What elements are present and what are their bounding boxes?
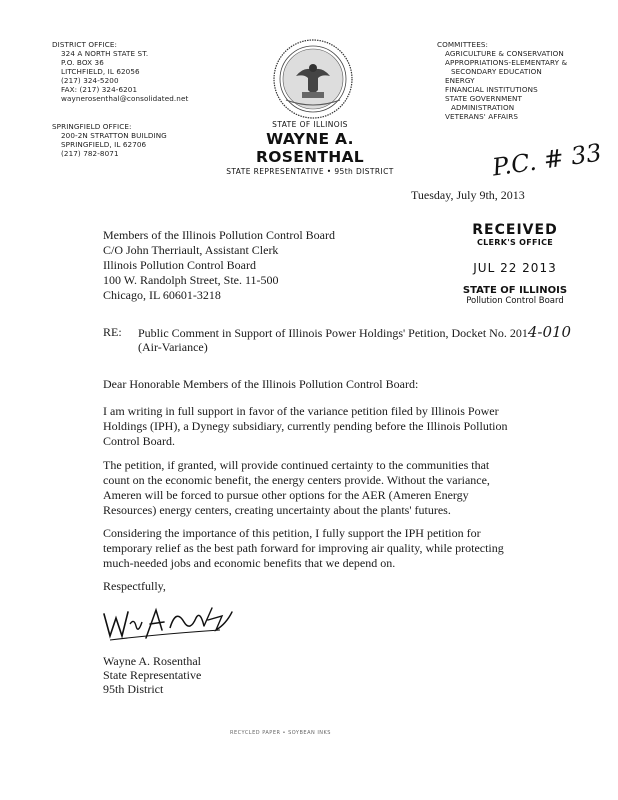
recipient-line: C/O John Therriault, Assistant Clerk <box>103 243 279 257</box>
state-seal-icon <box>272 38 354 120</box>
paragraph-line: The petition, if granted, will provide continued certainty to the communities that <box>103 458 490 472</box>
committee-item: AGRICULTURE & CONSERVATION <box>445 49 564 58</box>
signature-block <box>103 654 201 696</box>
paragraph-line: Holdings (IPH), a Dynegy subsidiary, currently pending before the Illinois Pollution <box>103 419 508 433</box>
committee-item: FINANCIAL INSTITUTIONS <box>445 85 538 94</box>
re-subject-text: Public Comment in Support of Illinois Power Holdings' Petition, Docket No. 201 <box>138 326 528 340</box>
committee-item: ADMINISTRATION <box>451 103 515 112</box>
signer-title: State Representative <box>103 668 202 682</box>
springfield-office-line: (217) 782-8071 <box>61 149 119 158</box>
received-stamp-state: STATE OF ILLINOIS <box>462 285 568 296</box>
springfield-office-line: 200-2N STRATTON BUILDING <box>61 131 167 140</box>
paragraph-line: I am writing in full support in favor of the variance petition filed by Illinois Power <box>103 404 499 418</box>
district-office-line: LITCHFIELD, IL 62056 <box>61 67 140 76</box>
received-stamp-office: CLERK'S OFFICE <box>476 238 554 247</box>
closing: Respectfully, <box>103 579 166 593</box>
body-paragraph <box>103 458 533 518</box>
district-office-line: P.O. BOX 36 <box>61 58 104 67</box>
paragraph-line: Considering the importance of this petition, I fully support the IPH petition for <box>103 526 481 540</box>
handwritten-pc-number: P.C. # 33 <box>490 138 604 182</box>
paragraph-line: count on the economic benefit, the energy centers provide. Without the variance, <box>103 473 490 487</box>
committee-item: STATE GOVERNMENT <box>445 94 523 103</box>
handwritten-signature <box>100 600 240 648</box>
paragraph-line: much-needed jobs and economic benefits that we depend on. <box>103 556 396 570</box>
committee-item: APPROPRIATIONS-ELEMENTARY & <box>445 58 568 67</box>
received-stamp-title: RECEIVED <box>472 222 558 238</box>
state-label: STATE OF ILLINOIS <box>272 120 348 129</box>
re-subject <box>138 325 571 354</box>
re-label: RE: <box>103 325 122 339</box>
received-stamp-board: Pollution Control Board <box>466 296 564 306</box>
paragraph-line: Ameren will be forced to pursue other options for the AER (Ameren Energy <box>103 488 469 502</box>
springfield-office-line: SPRINGFIELD, IL 62706 <box>61 140 147 149</box>
recipient-line: Chicago, IL 60601-3218 <box>103 288 221 302</box>
committees-title: COMMITTEES: <box>437 40 489 49</box>
district-office-line: (217) 324-5200 <box>61 76 119 85</box>
representative-name: WAYNE A. ROSENTHAL <box>256 130 364 166</box>
signer-district: 95th District <box>103 682 164 696</box>
district-office-title: DISTRICT OFFICE: <box>52 40 118 49</box>
springfield-office-block <box>52 122 167 158</box>
letter-date: Tuesday, July 9th, 2013 <box>411 188 525 202</box>
received-stamp <box>455 222 575 306</box>
recycled-paper-footer: RECYCLED PAPER • SOYBEAN INKS <box>230 730 331 736</box>
re-subject-line2: (Air-Variance) <box>138 340 208 354</box>
signer-name: Wayne A. Rosenthal <box>103 654 202 668</box>
paragraph-line: Resources) energy centers, creating uncertainty about the plants' futures. <box>103 503 451 517</box>
recipient-line: Members of the Illinois Pollution Control Board <box>103 228 335 242</box>
recipient-line: Illinois Pollution Control Board <box>103 258 257 272</box>
body-paragraph <box>103 404 533 449</box>
paragraph-line: Control Board. <box>103 434 175 448</box>
salutation: Dear Honorable Members of the Illinois Pollution Control Board: <box>103 377 419 391</box>
district-office-block <box>52 40 188 103</box>
body-paragraph <box>103 526 533 571</box>
representative-heading <box>222 120 398 176</box>
recipient-line: 100 W. Randolph Street, Ste. 11-500 <box>103 273 279 287</box>
committee-item: ENERGY <box>445 76 475 85</box>
committee-item: VETERANS' AFFAIRS <box>445 112 519 121</box>
committees-block <box>437 40 567 121</box>
springfield-office-title: SPRINGFIELD OFFICE: <box>52 122 132 131</box>
received-stamp-date: JUL 22 2013 <box>473 261 557 275</box>
representative-district: STATE REPRESENTATIVE • 95th DISTRICT <box>226 167 394 176</box>
district-office-line: 324 A NORTH STATE ST. <box>61 49 149 58</box>
recipient-address <box>103 228 335 303</box>
district-office-line: FAX: (217) 324-6201 <box>61 85 138 94</box>
handwritten-docket-number: 4-010 <box>527 323 572 341</box>
paragraph-line: temporary relief as the best path forward for improving air quality, while protecting <box>103 541 504 555</box>
committee-item: SECONDARY EDUCATION <box>451 67 542 76</box>
district-office-email: waynerosenthal@consolidated.net <box>61 94 189 103</box>
